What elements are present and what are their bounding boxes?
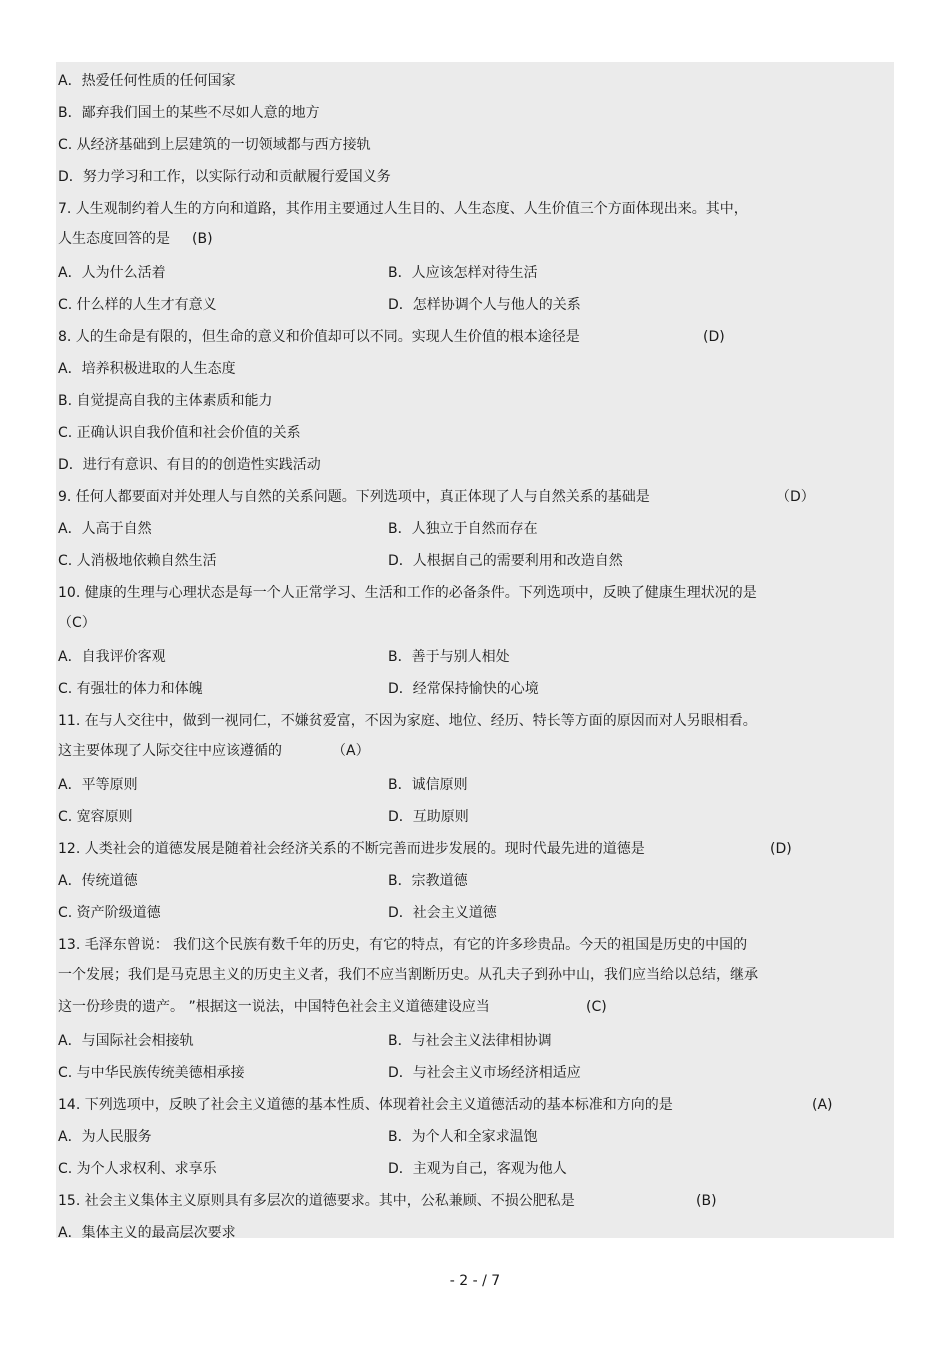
q13-option-b: B．与社会主义法律相协调 [388,1033,552,1049]
q13-option-c: C. 与中华民族传统美德相承接 [58,1065,245,1081]
page-number: - 2 - / 7 [449,1273,501,1289]
q8-option-d: D．进行有意识、有目的的创造性实践活动 [58,457,321,473]
q11-stem-line2: 这主要体现了人际交往中应该遵循的 [58,743,282,759]
q6-option-c: C. 从经济基础到上层建筑的一切领域都与西方接轨 [58,137,371,153]
q10-option-b: B．善于与别人相处 [388,649,510,665]
q9-option-c: C. 人消极地依赖自然生活 [58,553,217,569]
q13-answer: (C) [586,999,607,1015]
q11-option-c: C. 宽容原则 [58,809,133,825]
q14-option-a: A．为人民服务 [58,1129,152,1145]
q6-option-a: A．热爱任何性质的任何国家 [58,73,236,89]
q14-option-d: D．主观为自己，客观为他人 [388,1161,567,1177]
q9-option-b: B．人独立于自然而存在 [388,521,538,537]
q13-stem-line3: 这一份珍贵的遗产。 ”根据这一说法，中国特色社会主义道德建设应当 [58,999,490,1015]
q10-option-d: D．经常保持愉快的心境 [388,681,539,697]
q14-answer: (A) [812,1097,833,1113]
q11-answer: （A） [332,743,370,759]
q10-option-a: A．自我评价客观 [58,649,166,665]
q13-stem-line2: 一个发展；我们是马克思主义的历史主义者，我们不应当割断历史。从孔夫子到孙中山，我们应当给以总结，继承 [58,967,758,983]
q10-option-c: C. 有强壮的体力和体魄 [58,681,203,697]
q9-option-a: A．人高于自然 [58,521,152,537]
q7-stem-line1: 7. 人生观制约着人生的方向和道路，其作用主要通过人生目的、人生态度、人生价值三个方面体现出来。其中， [58,201,748,217]
q6-option-b: B．鄙弃我们国土的某些不尽如人意的地方 [58,105,320,121]
q8-stem: 8. 人的生命是有限的，但生命的意义和价值却可以不同。实现人生价值的根本途径是 [58,329,580,345]
q11-option-a: A．平等原则 [58,777,138,793]
q7-option-c: C. 什么样的人生才有意义 [58,297,217,313]
q7-option-d: D．怎样协调个人与他人的关系 [388,297,581,313]
q15-stem: 15. 社会主义集体主义原则具有多层次的道德要求。其中，公私兼顾、不损公肥私是 [58,1193,575,1209]
q14-option-c: C. 为个人求权利、求享乐 [58,1161,217,1177]
q12-stem: 12. 人类社会的道德发展是随着社会经济关系的不断完善而进步发展的。现时代最先进的道德是 [58,841,645,857]
q8-answer: (D) [703,329,725,345]
q13-option-a: A．与国际社会相接轨 [58,1033,194,1049]
q15-answer: (B) [696,1193,717,1209]
q14-stem: 14. 下列选项中，反映了社会主义道德的基本性质、体现着社会主义道德活动的基本标准和方向的是 [58,1097,673,1113]
q12-option-c: C. 资产阶级道德 [58,905,161,921]
q13-option-d: D．与社会主义市场经济相适应 [388,1065,581,1081]
q7-option-b: B．人应该怎样对待生活 [388,265,538,281]
q8-option-c: C. 正确认识自我价值和社会价值的关系 [58,425,301,441]
q6-option-d: D．努力学习和工作，以实际行动和贡献履行爱国义务 [58,169,391,185]
q8-option-a: A．培养积极进取的人生态度 [58,361,236,377]
q8-option-b: B. 自觉提高自我的主体素质和能力 [58,393,273,409]
q9-option-d: D．人根据自己的需要利用和改造自然 [388,553,623,569]
q12-answer: (D) [770,841,792,857]
q15-option-a: A．集体主义的最高层次要求 [58,1225,236,1241]
q11-stem-line1: 11. 在与人交往中，做到一视同仁，不嫌贫爱富，不因为家庭、地位、经历、特长等方面的原因而对人另眼相看。 [58,713,757,729]
q11-option-d: D．互助原则 [388,809,469,825]
q12-option-d: D．社会主义道德 [388,905,497,921]
q11-option-b: B．诚信原则 [388,777,468,793]
q7-answer: (B) [192,231,213,247]
q14-option-b: B．为个人和全家求温饱 [388,1129,538,1145]
q9-stem: 9. 任何人都要面对并处理人与自然的关系问题。下列选项中，真正体现了人与自然关系的基础是 [58,489,650,505]
q10-stem-line1: 10. 健康的生理与心理状态是每一个人正常学习、生活和工作的必备条件。下列选项中，反映了健康生理状况的是 [58,585,757,601]
q9-answer: （D） [776,489,815,505]
q10-answer: （C） [58,615,96,631]
q7-option-a: A．人为什么活着 [58,265,166,281]
q13-stem-line1: 13. 毛泽东曾说： 我们这个民族有数千年的历史，有它的特点，有它的许多珍贵品。今天的祖国是历史的中国的 [58,937,748,953]
q12-option-a: A．传统道德 [58,873,138,889]
q12-option-b: B．宗教道德 [388,873,468,889]
q7-stem-line2: 人生态度回答的是 [58,231,170,247]
